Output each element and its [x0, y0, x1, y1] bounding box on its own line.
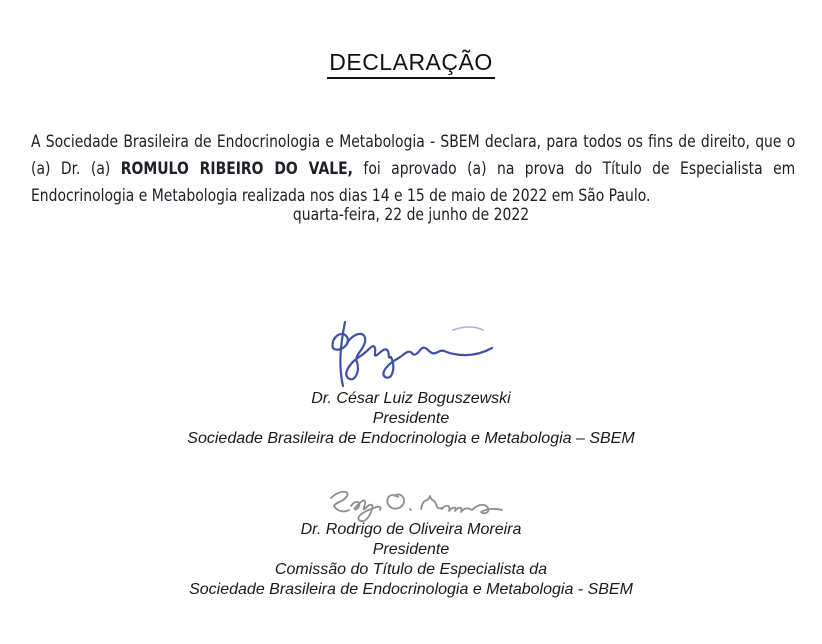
- document-date: quarta-feira, 22 de junho de 2022: [292, 205, 530, 225]
- title-row: [0, 49, 822, 79]
- signatory-organization: Sociedade Brasileira de Endocrinologia e Metabologia – SBEM: [187, 430, 635, 447]
- signatory-organization: Sociedade Brasileira de Endocrinologia e Metabologia - SBEM: [189, 581, 633, 598]
- signatory-role: Presidente: [372, 410, 450, 427]
- declaration-paragraph: [31, 129, 795, 210]
- signatory-block-moreira: [0, 520, 822, 600]
- signature-moreira-strokes: [331, 492, 502, 521]
- signature-boguszewski-icon: [323, 316, 498, 390]
- paragraph-text-before-name: A Sociedade Brasileira de Endocrinologia e Metabologia - SBEM declara, para todos os fins de direito, que o (a) Dr. (a): [31, 132, 796, 179]
- signatory-role: Presidente: [372, 541, 450, 558]
- date-row: [0, 202, 822, 229]
- document-title: DECLARAÇÃO: [327, 49, 494, 79]
- signatory-block-boguszewski: [0, 389, 822, 449]
- approved-person-name: ROMULO RIBEIRO DO VALE,: [120, 159, 353, 179]
- signatory-name: Dr. Rodrigo de Oliveira Moreira: [300, 521, 522, 538]
- paragraph-text-after-name: foi aprovado (a) na prova do Título de Especialista em Endocrinologia e Metabologia realizada nos dias 14 e 15 de maio de 2022 em São Paulo.: [31, 159, 796, 206]
- signatory-commission: Comissão do Título de Especialista da: [274, 561, 548, 578]
- signatory-name: Dr. César Luiz Boguszewski: [311, 390, 511, 407]
- signature-boguszewski-strokes: [333, 322, 492, 386]
